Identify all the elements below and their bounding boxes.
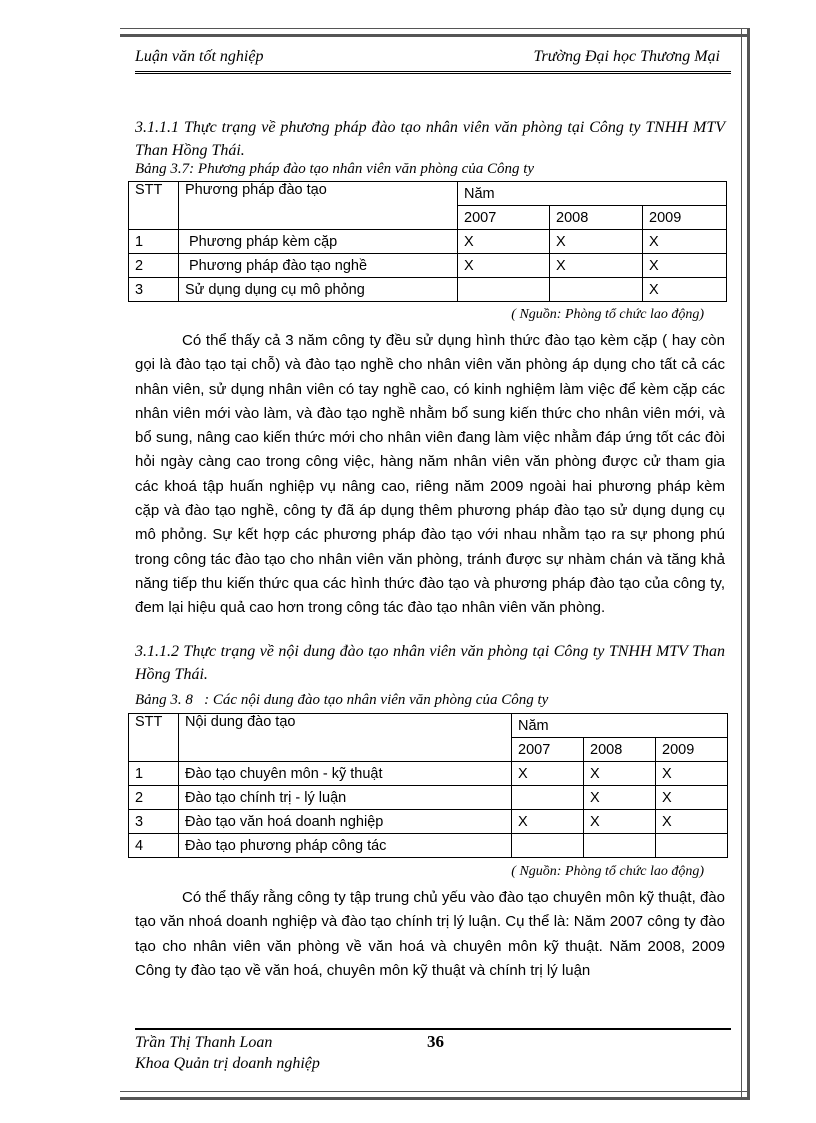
table-cell-stt: 2: [129, 254, 179, 278]
table-row: [129, 810, 728, 834]
table-row: [129, 254, 727, 278]
section-2-paragraph: Có thể thấy rằng công ty tập trung chủ yếu vào đào tạo chuyên môn kỹ thuật, đào tạo văn nhoá doanh nghiệp và đào tạo chính trị lý luận. Cụ thể là: Năm 2007 công ty đào tạo cho nhân viên văn phòng về văn hoá và chuyên môn kỹ thuật. Năm 2008, 2009 Công ty đào tạo về văn hoá, chuyên môn kỹ thuật và chính trị lý luận: [135, 889, 725, 979]
section-1-paragraph: Có thể thấy cả 3 năm công ty đều sử dụng hình thức đào tạo kèm cặp ( hay còn gọi là đào tạo tại chỗ) và đào tạo nghề cho nhân viên văn phòng áp dụng cho tất cả các nhân viên, sử dụng nhân viên có tay nghề cao, có kinh nghiệm làm việc để kèm cặp các nhân viên mới vào làm, và đào tạo nghề nhằm bổ sung kiến thức cho nhân viên mới, và bổ sung, nâng cao kiến thức mới cho nhân viên đang làm việc nhằm đáp ứng tốt các đòi hỏi ngày càng cao trong công việc, hàng năm nhân viên văn phòng được cử tham gia các khoá tập huấn nghiệp vụ nâng cao, riêng năm 2009 ngoài hai phương pháp kèm cặp và đào tạo nghề, công ty đã áp dụng thêm phương pháp đào tạo sử dụng dụng cụ mô phỏng. Sự kết hợp các phương pháp đào tạo với nhau nhằm tạo ra sự phong phú trong công tác đào tạo cho nhân viên văn phòng, tránh được sự nhàm chán và tăng khả năng tiếp thu kiến thức qua các hình thức đào tạo và phương pháp đào tạo của công ty, đem lại hiệu quả cao hơn trong công tác đào tạo nhân viên văn phòng.: [135, 332, 725, 617]
table-row: [129, 278, 727, 302]
table-year-cell: 2009: [643, 206, 727, 230]
footer-rule: [135, 1028, 731, 1030]
frame-right-border: [741, 28, 750, 1100]
header-rule: [135, 71, 731, 74]
table-cell-stt: 4: [129, 834, 179, 858]
table-cell-mark: X: [550, 254, 643, 278]
table-cell-mark: [550, 278, 643, 302]
table-year-cell: 2009: [656, 738, 728, 762]
table-row: [129, 230, 727, 254]
table-cell-mark: X: [584, 762, 656, 786]
frame-bottom-border: [120, 1091, 750, 1100]
table-cell-mark: X: [643, 254, 727, 278]
table-cell-mark: X: [656, 786, 728, 810]
table-cell-mark: X: [512, 810, 584, 834]
section-1-heading: 3.1.1.1 Thực trạng về phương pháp đào tạo nhân viên văn phòng tại Công ty TNHH MTV Than Hồng Thái.: [135, 119, 725, 159]
table-2-source: ( Nguồn: Phòng tổ chức lao động): [511, 864, 704, 879]
table-header-year: Năm: [512, 714, 728, 738]
table-cell-stt: 3: [129, 278, 179, 302]
table-header-stt: STT: [129, 714, 179, 762]
table-cell-stt: 1: [129, 762, 179, 786]
table-cell-mark: [584, 834, 656, 858]
page-number: 36: [427, 1032, 444, 1051]
table-1-caption: Bảng 3.7: Phương pháp đào tạo nhân viên văn phòng của Công ty: [135, 161, 535, 177]
table-1-source: ( Nguồn: Phòng tổ chức lao động): [511, 307, 704, 322]
table-header-stt: STT: [129, 182, 179, 230]
table-cell-mark: X: [550, 230, 643, 254]
table-cell-mark: X: [584, 786, 656, 810]
table-header-item: Nội dung đào tạo: [179, 714, 512, 762]
table-cell-mark: X: [656, 810, 728, 834]
table-cell-item: Phương pháp kèm cặp: [179, 230, 458, 254]
table-cell-item: Đào tạo văn hoá doanh nghiệp: [179, 810, 512, 834]
table-cell-stt: 2: [129, 786, 179, 810]
table-cell-mark: [512, 834, 584, 858]
table-cell-mark: X: [584, 810, 656, 834]
table-year-cell: 2008: [550, 206, 643, 230]
section-2-heading: 3.1.1.2 Thực trạng về nội dung đào tạo nhân viên văn phòng tại Công ty TNHH MTV Than Hồng Thái.: [135, 643, 725, 683]
table-cell-mark: [512, 786, 584, 810]
table-cell-item: Đào tạo chuyên môn - kỹ thuật: [179, 762, 512, 786]
table-cell-stt: 3: [129, 810, 179, 834]
frame-top-border: [120, 28, 750, 37]
table-row: [129, 834, 728, 858]
table-cell-mark: [458, 278, 550, 302]
table-cell-item: Sử dụng dụng cụ mô phỏng: [179, 278, 458, 302]
table-row: [129, 714, 728, 738]
table-cell-item: Đào tạo phương pháp công tác: [179, 834, 512, 858]
table-cell-mark: X: [656, 762, 728, 786]
table-cell-mark: [656, 834, 728, 858]
table-header-item: Phương pháp đào tạo: [179, 182, 458, 230]
table-cell-item: Phương pháp đào tạo nghề: [179, 254, 458, 278]
header-left: Luận văn tốt nghiệp: [135, 48, 264, 65]
footer-faculty: Khoa Quản trị doanh nghiệp: [135, 1055, 320, 1072]
table-year-cell: 2007: [512, 738, 584, 762]
table-cell-item: Đào tạo chính trị - lý luận: [179, 786, 512, 810]
table-row: [129, 762, 728, 786]
table-year-cell: 2008: [584, 738, 656, 762]
table-cell-mark: X: [512, 762, 584, 786]
table-cell-mark: X: [458, 254, 550, 278]
table-2: [128, 713, 728, 858]
footer-author: Trần Thị Thanh Loan: [135, 1034, 273, 1051]
table-header-year: Năm: [458, 182, 727, 206]
table-2-caption: Bảng 3. 8 : Các nội dung đào tạo nhân viên văn phòng của Công ty: [135, 692, 549, 708]
table-1: [128, 181, 727, 302]
table-year-cell: 2007: [458, 206, 550, 230]
header-right: Trường Đại học Thương Mại: [533, 48, 720, 65]
table-cell-stt: 1: [129, 230, 179, 254]
table-cell-mark: X: [643, 278, 727, 302]
table-row: [129, 182, 727, 206]
table-cell-mark: X: [643, 230, 727, 254]
table-row: [129, 786, 728, 810]
table-cell-mark: X: [458, 230, 550, 254]
